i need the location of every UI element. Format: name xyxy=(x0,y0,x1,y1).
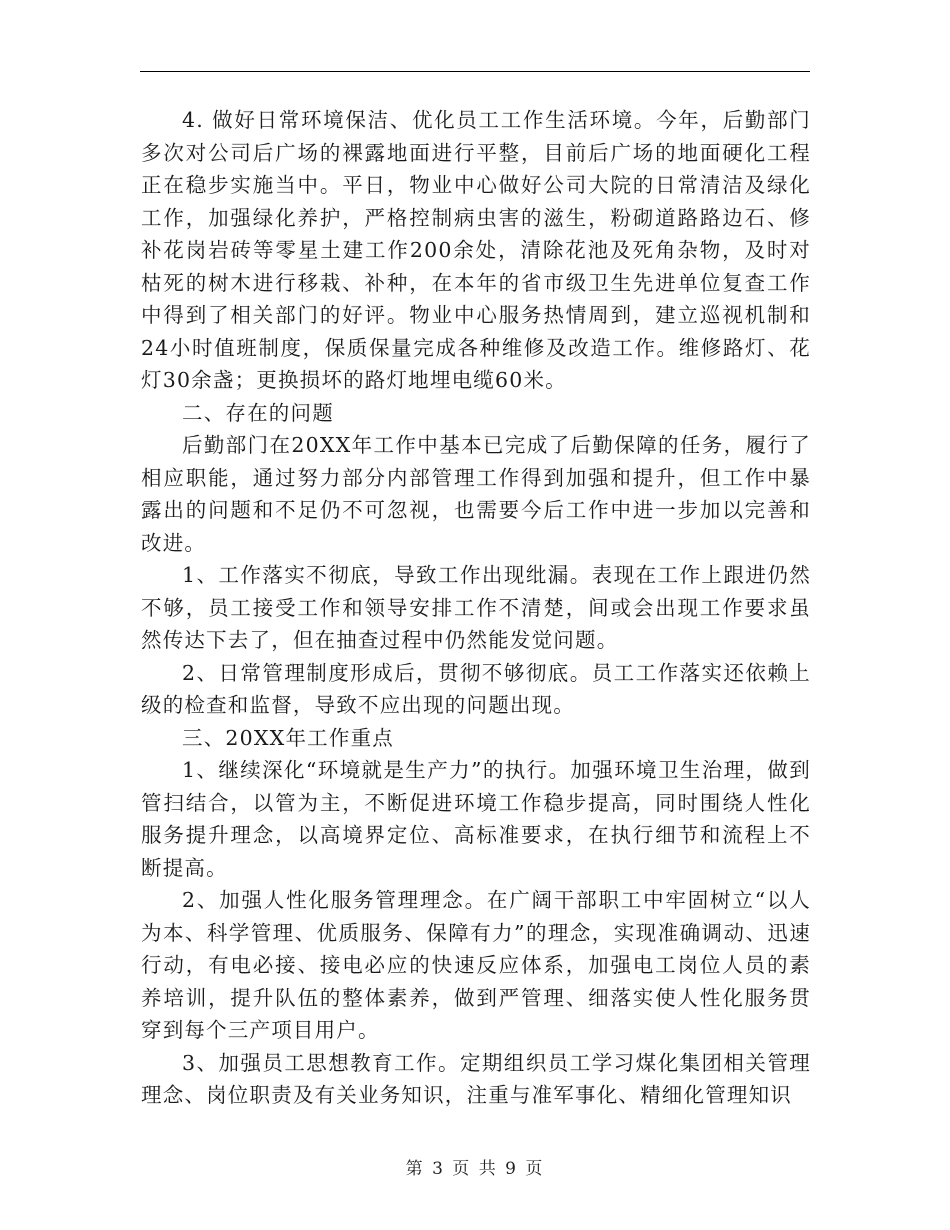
section-heading-problems: 二、存在的问题 xyxy=(182,400,334,425)
paragraph-problem-2: 2、日常管理制度形成后，贯彻不够彻底。员工工作落实还依赖上级的检查和监督，导致不应出现的问题出现。 xyxy=(141,660,811,717)
paragraph-environment-cleaning: 4. 做好日常环境保洁、优化员工工作生活环境。今年，后勤部门多次对公司后广场的裸露地面进行平整，目前后广场的地面硬化工程正在稳步实施当中。平日，物业中心做好公司大院的日常清洁及绿化工作，加强绿化养护，严格控制病虫害的滋生，粉砌道路路边石、修补花岗岩砖等零星土建工作200余处，清除花池及死角杂物，及时对枯死的树木进行移栽、补种，在本年的省市级卫生先进单位复查工作中得到了相关部门的好评。物业中心服务热情周到，建立巡视机制和24小时值班制度，保质保量完成各种维修及改造工作。维修路灯、花灯30余盏；更换损坏的路灯地埋电缆60米。 xyxy=(141,108,811,392)
paragraph-problems-intro: 后勤部门在20XX年工作中基本已完成了后勤保障的任务，履行了相应职能，通过努力部分内部管理工作得到加强和提升，但工作中暴露出的问题和不足仍不可忽视，也需要今后工作中进一步加以完善和改进。 xyxy=(141,433,811,555)
page-number: 第 3 页 共 9 页 xyxy=(405,1159,545,1179)
header-divider xyxy=(140,71,810,72)
section-heading-priorities: 三、20XX年工作重点 xyxy=(182,725,394,750)
paragraph-priority-2: 2、加强人性化服务管理理念。在广阔干部职工中牢固树立“以人为本、科学管理、优质服务、保障有力”的理念，实现准确调动、迅速行动，有电必接、接电必应的快速反应体系，加强电工岗位人员的素养培训，提升队伍的整体素养，做到严管理、细落实使人性化服务贯穿到每个三产项目用户。 xyxy=(141,888,811,1042)
paragraph-priority-1: 1、继续深化“环境就是生产力”的执行。加强环境卫生治理，做到管扫结合，以管为主，不断促进环境工作稳步提高，同时围绕人性化服务提升理念，以高境界定位、高标准要求，在执行细节和流程上不断提高。 xyxy=(141,758,811,880)
paragraph-priority-3: 3、加强员工思想教育工作。定期组织员工学习煤化集团相关管理理念、岗位职责及有关业务知识，注重与准军事化、精细化管理知识 xyxy=(141,1050,811,1107)
document-body xyxy=(141,104,811,1112)
paragraph-problem-1: 1、工作落实不彻底，导致工作出现纰漏。表现在工作上跟进仍然不够，员工接受工作和领导安排工作不清楚，间或会出现工作要求虽然传达下去了，但在抽查过程中仍然能发觉问题。 xyxy=(141,563,811,652)
